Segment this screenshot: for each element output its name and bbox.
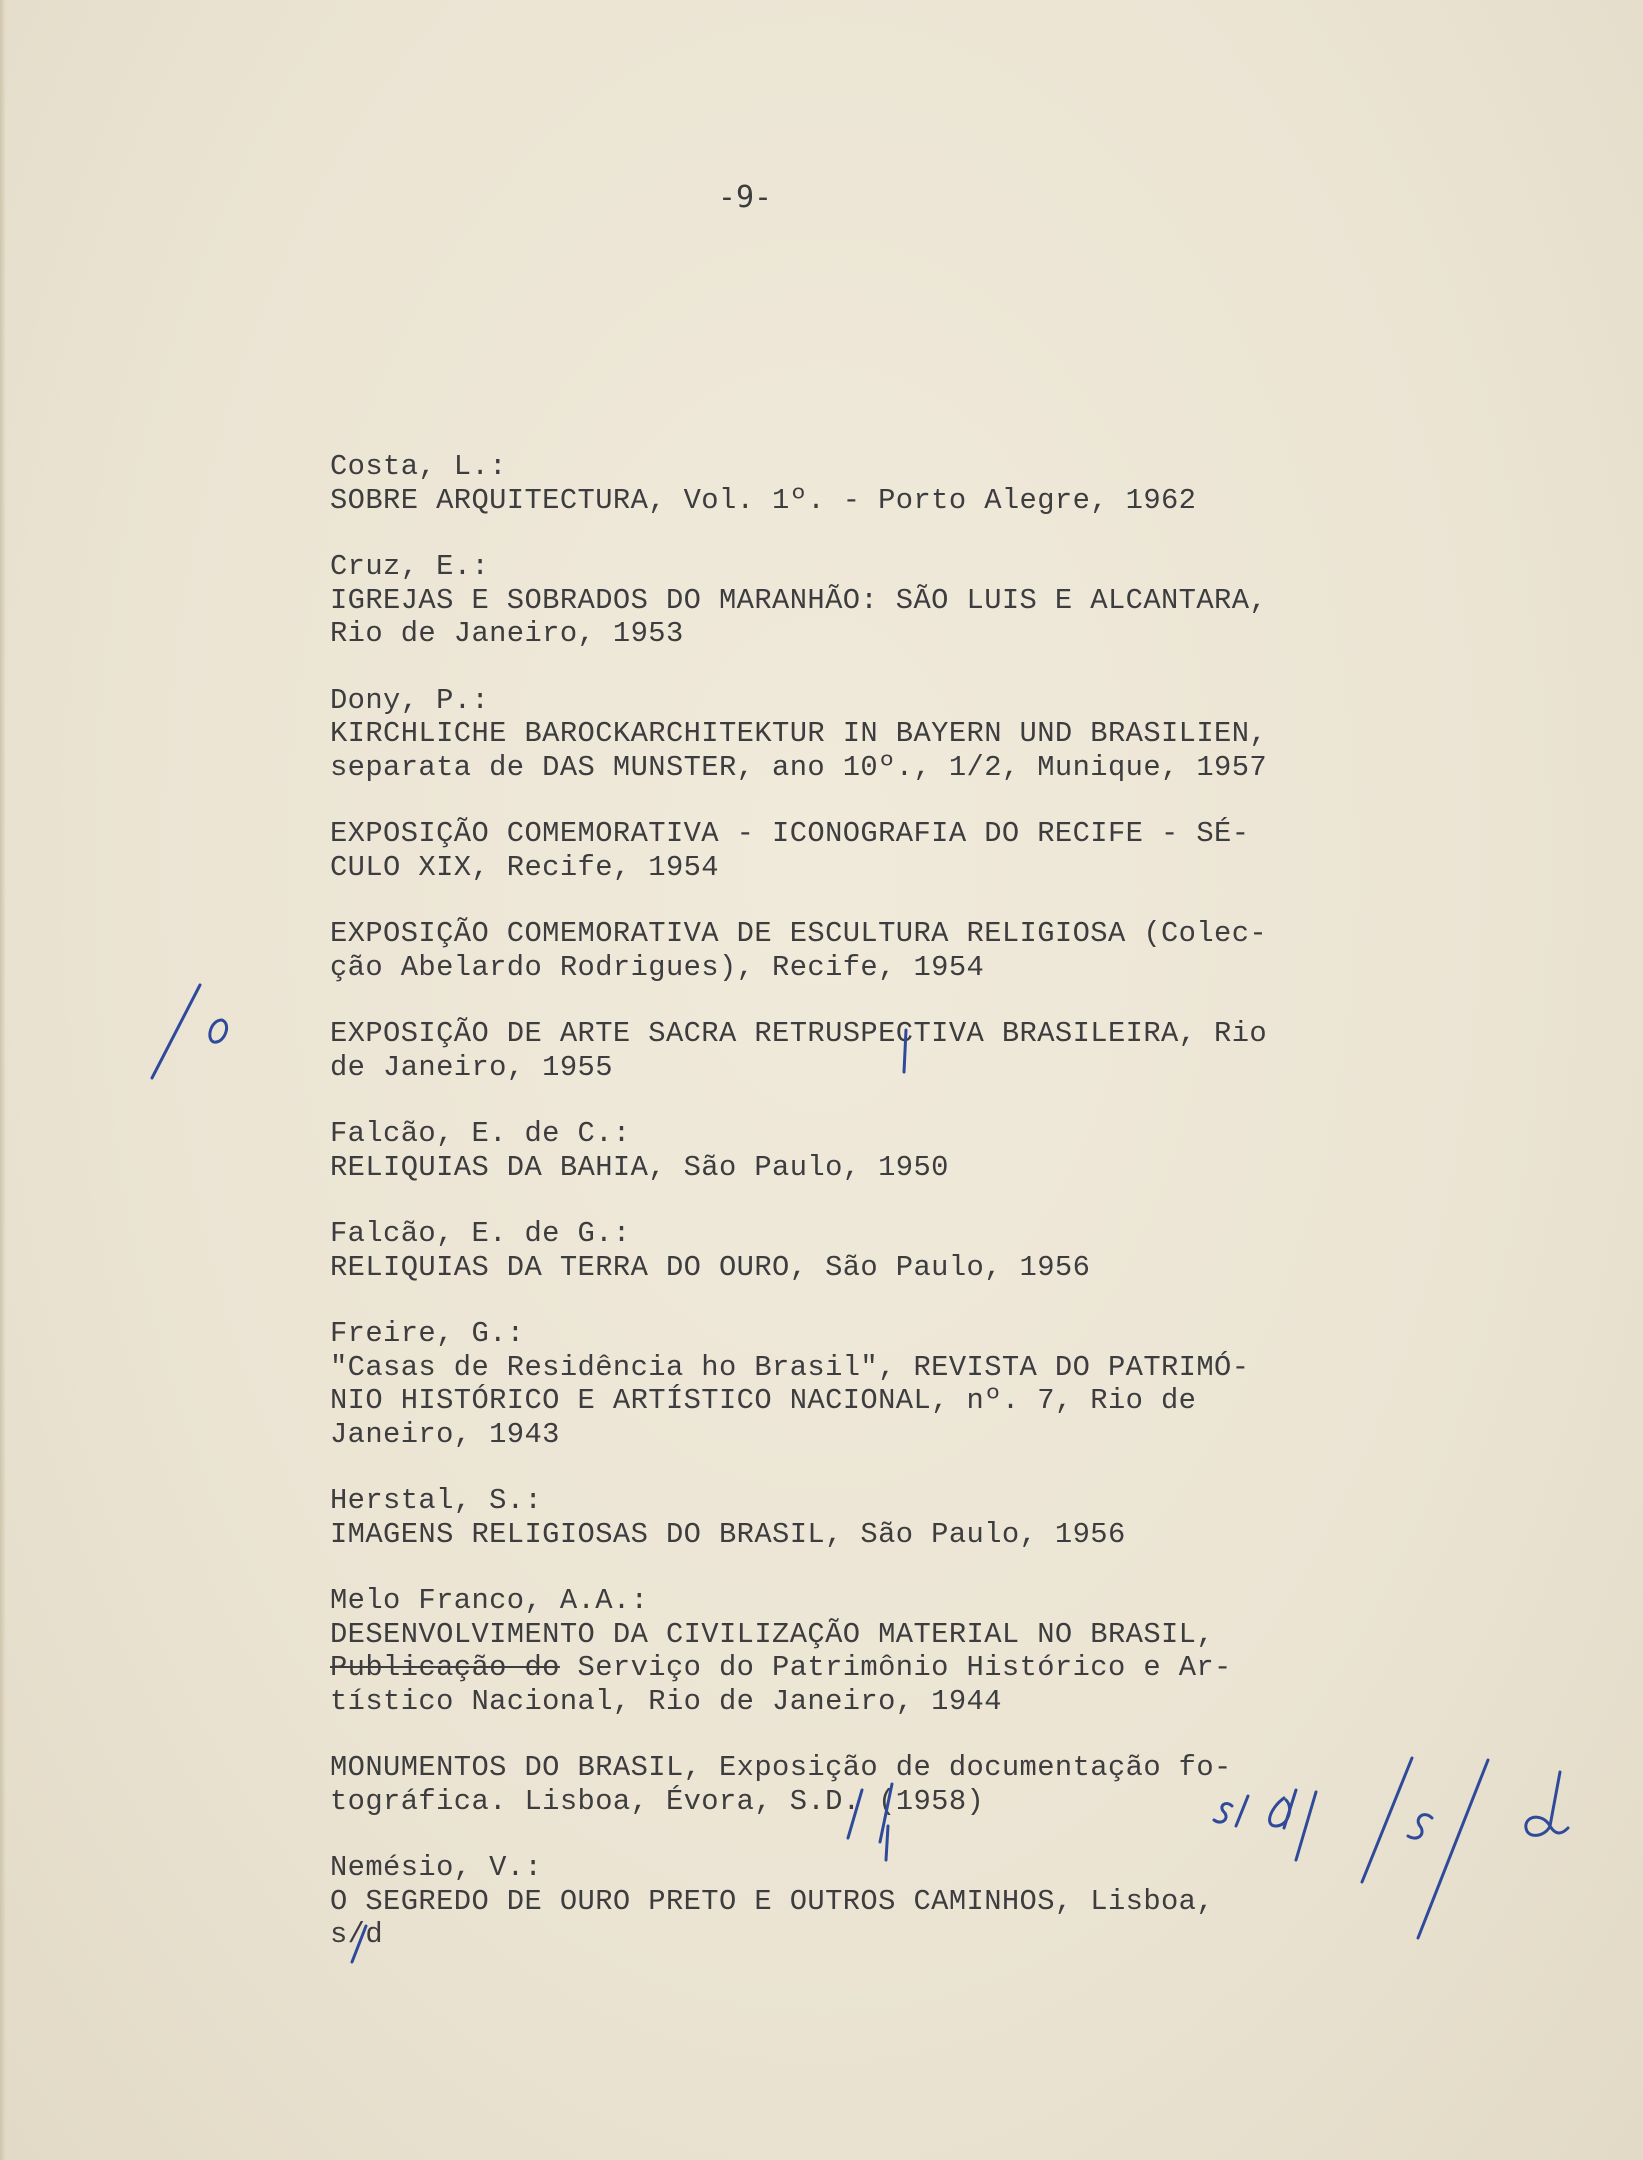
bibliography-entry (330, 1851, 1460, 1952)
entry-line: Herstal, S.: (330, 1484, 543, 1517)
bibliography-entry (330, 1484, 1460, 1551)
bibliography-entry (330, 917, 1460, 984)
entry-line: Falcão, E. de C.: (330, 1117, 631, 1150)
entry-line: NIO HISTÓRICO E ARTÍSTICO NACIONAL, nº. 7, Rio de (330, 1384, 1197, 1417)
entry-line: de Janeiro, 1955 (330, 1050, 613, 1084)
entry-line: Falcão, E. de G.: (330, 1217, 631, 1250)
entry-line: Melo Franco, A.A.: (330, 1584, 649, 1617)
entry-line-with-strikeout (330, 1651, 1460, 1685)
bibliography-entry (330, 1751, 1460, 1818)
entry-line: MONUMENTOS DO BRASIL, Exposição de documentação fo- (330, 1751, 1232, 1784)
bibliography-entry (330, 1117, 1460, 1184)
entry-line: EXPOSIÇÃO COMEMORATIVA - ICONOGRAFIA DO RECIFE - SÉ- (330, 817, 1250, 850)
entry-line: Janeiro, 1943 (330, 1417, 560, 1451)
entry-line-rest: Serviço do Patrimônio Histórico e Ar- (559, 1651, 1232, 1684)
bibliography-entry (330, 1017, 1460, 1084)
bibliography-entry (330, 684, 1460, 785)
bibliography-entry (330, 817, 1460, 884)
bibliography-entry (330, 450, 1460, 517)
bibliography-entry (330, 1584, 1460, 1718)
entry-line: RELIQUIAS DA BAHIA, São Paulo, 1950 (330, 1150, 949, 1184)
bibliography-entry (330, 1317, 1460, 1451)
entry-line: "Casas de Residência ho Brasil", REVISTA DO PATRIMÓ- (330, 1350, 1250, 1384)
entry-line: Nemésio, V.: (330, 1851, 543, 1884)
entry-line: tístico Nacional, Rio de Janeiro, 1944 (330, 1684, 1002, 1718)
bibliography-entry (330, 550, 1460, 651)
entry-line: KIRCHLICHE BAROCKARCHITEKTUR IN BAYERN UND BRASILIEN, (330, 717, 1268, 750)
entry-line: Rio de Janeiro, 1953 (330, 617, 684, 650)
struck-text: Publicação do (330, 1651, 560, 1684)
entry-line: RELIQUIAS DA TERRA DO OURO, São Paulo, 1956 (330, 1250, 1091, 1284)
entry-line: Costa, L.: (330, 450, 507, 483)
entry-line: s/d (330, 1918, 384, 1951)
entry-line: Dony, P.: (330, 683, 490, 717)
bibliography-list (330, 450, 1460, 1985)
entry-line: CULO XIX, Recife, 1954 (330, 850, 719, 884)
entry-line: O SEGREDO DE OURO PRETO E OUTROS CAMINHOS, Lisboa, (330, 1884, 1215, 1918)
margin-mark-slash-o (152, 985, 227, 1078)
bibliography-entry (330, 1217, 1460, 1284)
entry-line: SOBRE ARQUITECTURA, Vol. 1º. - Porto Alegre, 1962 (330, 483, 1197, 517)
entry-line: IMAGENS RELIGIOSAS DO BRASIL, São Paulo, 1956 (330, 1517, 1126, 1551)
entry-line: ção Abelardo Rodrigues), Recife, 1954 (330, 950, 985, 984)
entry-line: IGREJAS E SOBRADOS DO MARANHÃO: SÃO LUIS E ALCANTARA, (330, 583, 1268, 617)
entry-line: Cruz, E.: (330, 550, 490, 583)
entry-line: EXPOSIÇÃO COMEMORATIVA DE ESCULTURA RELIGIOSA (Colec- (330, 917, 1268, 950)
entry-line: tográfica. Lisboa, Évora, S.D. (1958) (330, 1784, 985, 1818)
entry-line: DESENVOLVIMENTO DA CIVILIZAÇÃO MATERIAL NO BRASIL, (330, 1617, 1215, 1651)
entry-line: Freire, G.: (330, 1317, 525, 1350)
page-number: -9- (717, 180, 773, 215)
entry-line: separata de DAS MUNSTER, ano 10º., 1/2, Munique, 1957 (330, 750, 1268, 784)
entry-line: EXPOSIÇÃO DE ARTE SACRA RETRUSPECTIVA BRASILEIRA, Rio (330, 1017, 1268, 1050)
